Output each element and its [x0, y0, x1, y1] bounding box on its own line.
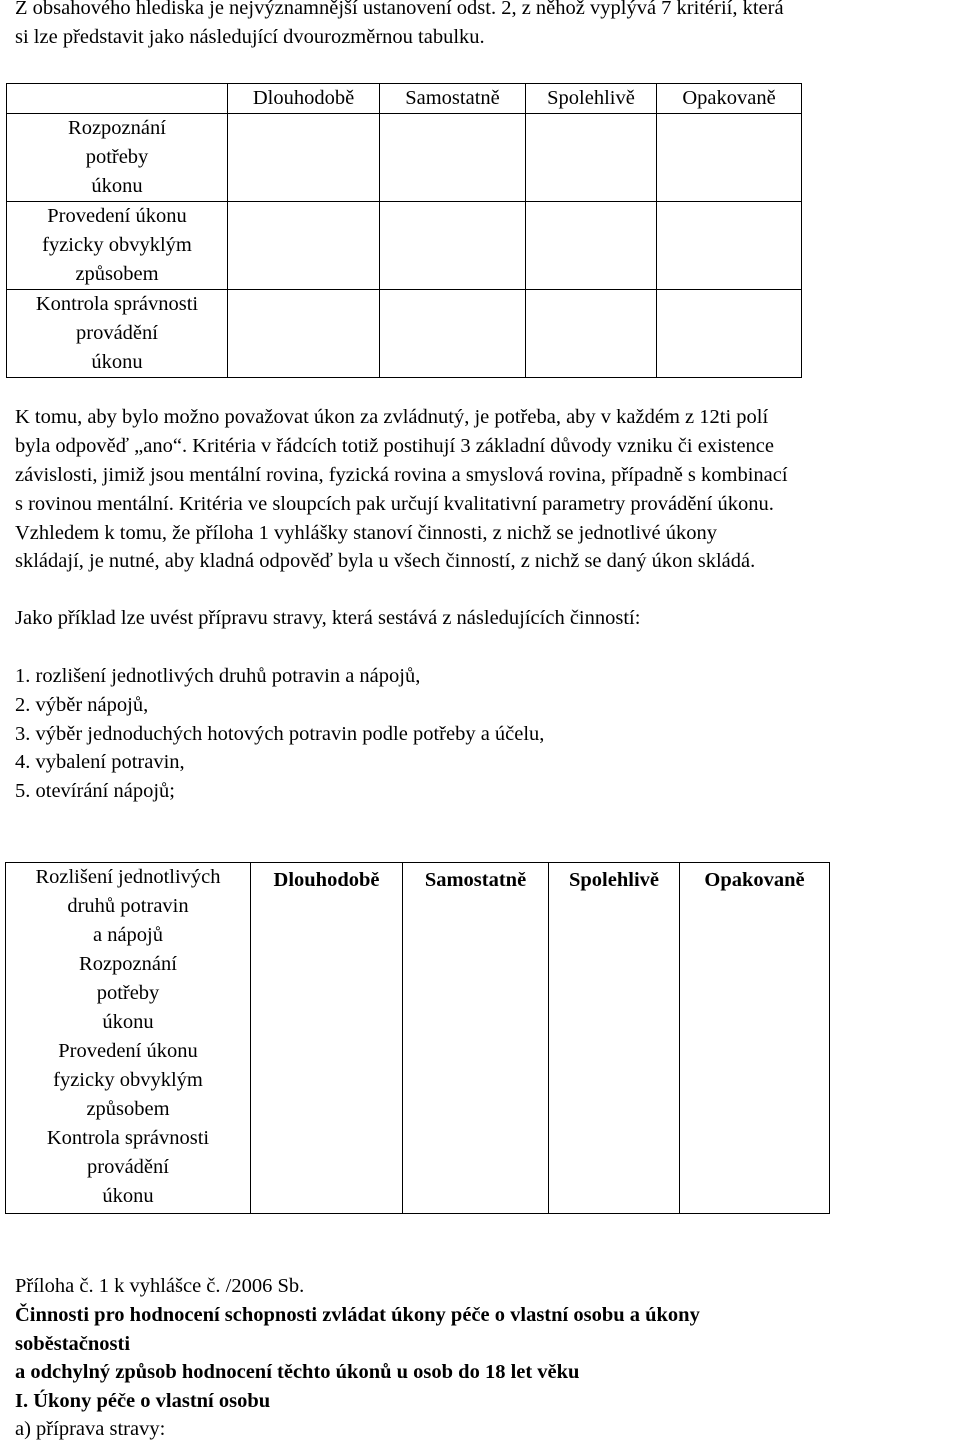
criteria-cell: [657, 202, 802, 290]
criteria-cell: [526, 202, 657, 290]
criteria-cell: [380, 202, 526, 290]
annex-heading-line-2: soběstačnosti: [15, 1333, 131, 1355]
activity-text: Rozpoznání: [79, 953, 177, 975]
row-header-text: úkonu: [91, 175, 143, 197]
activity-text: potřeby: [96, 982, 160, 1004]
activity-text: Rozlišení jednotlivých: [35, 866, 221, 888]
row-header-text: Kontrola správnosti: [35, 293, 199, 315]
criteria-cell: [380, 114, 526, 202]
intro-line-2: si lze představit jako následující dvourozměrnou tabulku.: [15, 26, 485, 48]
paragraph-line-6: skládají, je nutné, aby kladná odpověď byla u všech činností, z nichž se daný úkon skládá.: [15, 550, 756, 572]
activity-text: Kontrola správnosti: [46, 1127, 210, 1149]
criteria-corner-cell: [7, 84, 228, 114]
t2-col-opakovane: Opakovaně: [680, 863, 830, 1214]
row-header-provedeni: [7, 202, 228, 290]
activity-text: a nápojů: [92, 924, 164, 946]
annex-heading-line-1: Činnosti pro hodnocení schopnosti zvládat úkony péče o vlastní osobu a úkony: [15, 1304, 700, 1326]
criteria-cell: [657, 290, 802, 378]
row-header-rozpoznani: [7, 114, 228, 202]
paragraph-line-3: závislosti, jimiž jsou mentální rovina, fyzická rovina a smyslová rovina, případně s kombinací: [15, 464, 788, 486]
t2-col-spolehlive: Spolehlivě: [549, 863, 680, 1214]
activity-row: [6, 863, 830, 1214]
activity-text: fyzicky obvyklým: [53, 1069, 203, 1091]
activity-criteria-table: [5, 862, 830, 1214]
row-header-text: provádění: [76, 322, 158, 344]
t2-col-dlouhodobe: Dlouhodobě: [251, 863, 403, 1214]
paragraph-line-5: Vzhledem k tomu, že příloha 1 vyhlášky stanoví činnosti, z nichž se jednotlivé úkony: [15, 522, 717, 544]
criteria-header-row: [7, 84, 802, 114]
paragraph-line-1: K tomu, aby bylo možno považovat úkon za zvládnutý, je potřeba, aby v každém z 12ti polí: [15, 406, 769, 428]
row-header-kontrola: [7, 290, 228, 378]
activity-text: úkonu: [102, 1011, 154, 1033]
activity-text: provádění: [87, 1156, 169, 1178]
row-header-text: Rozpoznání: [68, 117, 166, 139]
example-item-2: 2. výběr nápojů,: [15, 694, 149, 716]
activity-text: druhů potravin: [67, 895, 189, 917]
subsection-heading: a) příprava stravy:: [15, 1418, 166, 1440]
row-header-text: úkonu: [91, 351, 143, 373]
criteria-row-provedeni: [7, 202, 802, 290]
activity-text: úkonu: [102, 1185, 154, 1207]
col-header-samostatne: Samostatně: [380, 84, 526, 114]
activity-text: způsobem: [86, 1098, 170, 1120]
col-header-opakovane: Opakovaně: [657, 84, 802, 114]
example-intro: Jako příklad lze uvést přípravu stravy, která sestává z následujících činností:: [15, 607, 641, 629]
example-item-5: 5. otevírání nápojů;: [15, 780, 175, 802]
paragraph-line-2: byla odpověď „ano“. Kritéria v řádcích totiž postihují 3 základní důvody vzniku či existence: [15, 435, 774, 457]
criteria-cell: [380, 290, 526, 378]
criteria-cell: [228, 114, 380, 202]
row-header-text: způsobem: [75, 263, 159, 285]
col-header-spolehlive: Spolehlivě: [526, 84, 657, 114]
criteria-cell: [526, 290, 657, 378]
section-heading: I. Úkony péče o vlastní osobu: [15, 1390, 271, 1412]
row-header-text: fyzicky obvyklým: [42, 234, 192, 256]
criteria-cell: [657, 114, 802, 202]
intro-line-1: Z obsahového hlediska je nejvýznamnější ustanovení odst. 2, z něhož vyplývá 7 kritérií, která: [15, 0, 784, 19]
activity-text: Provedení úkonu: [58, 1040, 198, 1062]
criteria-table: [6, 83, 802, 378]
t2-col-samostatne: Samostatně: [403, 863, 549, 1214]
example-item-1: 1. rozlišení jednotlivých druhů potravin a nápojů,: [15, 665, 421, 687]
row-header-text: Provedení úkonu: [47, 205, 187, 227]
example-item-3: 3. výběr jednoduchých hotových potravin podle potřeby a účelu,: [15, 723, 545, 745]
criteria-row-kontrola: [7, 290, 802, 378]
paragraph-line-4: s rovinou mentální. Kritéria ve sloupcích pak určují kvalitativní parametry provádění úkonu.: [15, 493, 774, 515]
example-item-4: 4. vybalení potravin,: [15, 751, 185, 773]
annex-heading-line-3: a odchylný způsob hodnocení těchto úkonů u osob do 18 let věku: [15, 1361, 580, 1383]
criteria-cell: [228, 202, 380, 290]
annex-reference: Příloha č. 1 k vyhlášce č. /2006 Sb.: [15, 1275, 305, 1297]
criteria-cell: [228, 290, 380, 378]
activity-header-cell: [6, 863, 251, 1214]
row-header-text: potřeby: [85, 146, 149, 168]
criteria-cell: [526, 114, 657, 202]
criteria-row-rozpoznani: [7, 114, 802, 202]
col-header-dlouhodobe: Dlouhodobě: [228, 84, 380, 114]
